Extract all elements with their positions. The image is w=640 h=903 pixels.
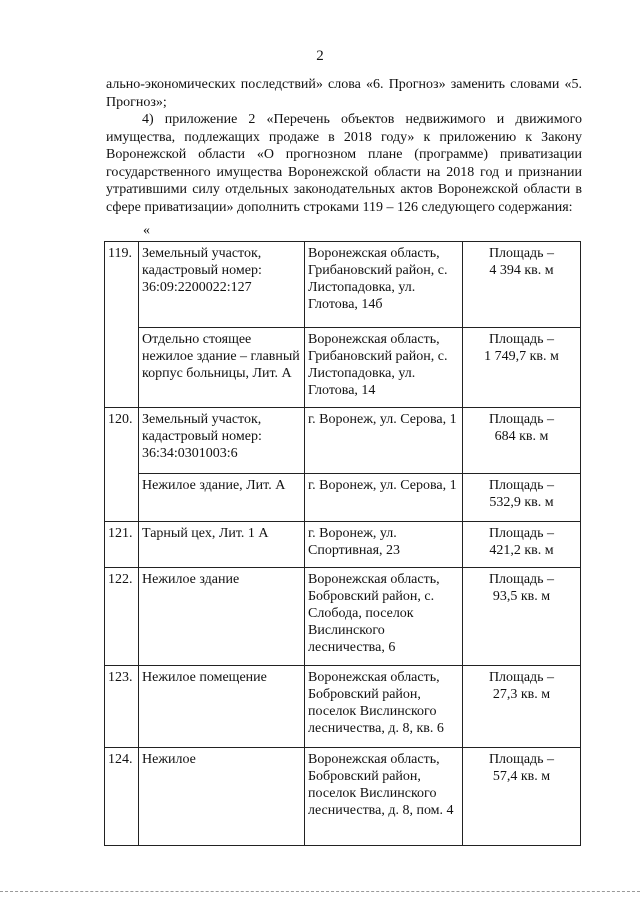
table-row <box>105 666 581 748</box>
object-address: Воронежская область, Грибановский район, с. Листопадовка, ул. Глотова, 14б <box>305 242 463 328</box>
row-number: 121. <box>105 522 139 568</box>
object-area <box>463 568 581 666</box>
object-address: г. Воронеж, ул. Спортивная, 23 <box>305 522 463 568</box>
object-address: Воронежская область, Бобровский район, с. Слобода, поселок Вислинского лесничества, 6 <box>305 568 463 666</box>
intro-text <box>106 76 582 216</box>
object-name: Тарный цех, Лит. 1 А <box>139 522 305 568</box>
table-row <box>105 408 581 474</box>
object-area <box>463 408 581 474</box>
intro-line-1: ально-экономических последствий» слова «6. Прогноз» заменить словами «5. Прогноз»; <box>106 77 582 110</box>
page-number: 2 <box>316 48 324 64</box>
row-number: 122. <box>105 568 139 666</box>
row-number: 123. <box>105 666 139 748</box>
table-row <box>105 522 581 568</box>
area-label: Площадь – <box>488 412 555 427</box>
area-label: Площадь – <box>488 332 555 347</box>
object-address: Воронежская область, Бобровский район, поселок Вислинского лесничества, д. 8, кв. 6 <box>305 666 463 748</box>
object-name: Отдельно стоящее нежилое здание – главный корпус больницы, Лит. А <box>139 328 305 408</box>
area-value: 57,4 кв. м <box>492 769 551 784</box>
object-area <box>463 242 581 328</box>
objects-table <box>104 241 581 846</box>
object-area <box>463 474 581 522</box>
object-name: Нежилое здание <box>139 568 305 666</box>
intro-paragraph-2: 4) приложение 2 «Перечень объектов недвижимого и движимого имущества, подлежащих продаже в 2018 году» к приложению к Закону Воронежской области «О прогнозном плане (программе) приватизации государственного имущества Воронежской области на 2018 год и признании утратившими силу отдельных законодательных актов Воронежской области в сфере приватизации» дополнить строками 119 – 126 следующего содержания: <box>106 112 582 215</box>
object-name: Земельный участок, кадастровый номер: 36:09:2200022:127 <box>139 242 305 328</box>
area-value: 27,3 кв. м <box>492 687 551 702</box>
page-bottom-divider <box>0 891 640 893</box>
opening-quote: « <box>143 223 150 238</box>
row-number: 119. <box>105 242 139 328</box>
object-name: Нежилое помещение <box>139 666 305 748</box>
object-area <box>463 666 581 748</box>
area-label: Площадь – <box>488 572 555 587</box>
row-number <box>105 474 139 522</box>
object-area <box>463 328 581 408</box>
object-area <box>463 748 581 846</box>
object-address: Воронежская область, Грибановский район, с. Листопадовка, ул. Глотова, 14 <box>305 328 463 408</box>
row-number <box>105 328 139 408</box>
area-label: Площадь – <box>488 246 555 261</box>
row-number: 120. <box>105 408 139 474</box>
area-label: Площадь – <box>488 478 555 493</box>
row-number: 124. <box>105 748 139 846</box>
area-label: Площадь – <box>488 670 555 685</box>
table-row <box>105 568 581 666</box>
object-address: г. Воронеж, ул. Серова, 1 <box>305 474 463 522</box>
area-value: 421,2 кв. м <box>489 543 554 558</box>
table-row <box>105 242 581 328</box>
area-value: 93,5 кв. м <box>492 589 551 604</box>
area-label: Площадь – <box>488 752 555 767</box>
table-row <box>105 328 581 408</box>
object-name: Нежилое здание, Лит. А <box>139 474 305 522</box>
area-value: 1 749,7 кв. м <box>484 349 559 364</box>
area-value: 4 394 кв. м <box>489 263 554 278</box>
area-value: 532,9 кв. м <box>489 495 554 510</box>
object-name: Земельный участок, кадастровый номер: 36:34:0301003:6 <box>139 408 305 474</box>
object-address: Воронежская область, Бобровский район, поселок Вислинского лесничества, д. 8, пом. 4 <box>305 748 463 846</box>
table-row <box>105 474 581 522</box>
object-name: Нежилое <box>139 748 305 846</box>
area-label: Площадь – <box>488 526 555 541</box>
area-value: 684 кв. м <box>494 429 549 444</box>
object-area <box>463 522 581 568</box>
table-row <box>105 748 581 846</box>
object-address: г. Воронеж, ул. Серова, 1 <box>305 408 463 474</box>
